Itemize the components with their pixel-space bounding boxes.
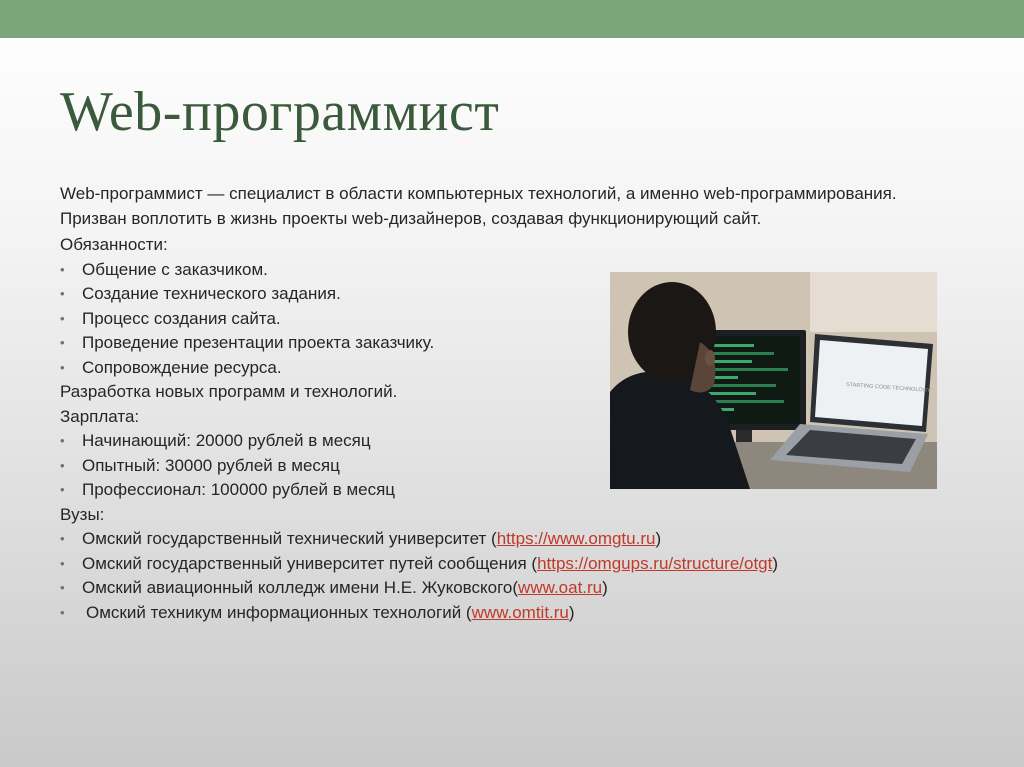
university-item bbox=[60, 601, 980, 626]
university-item bbox=[60, 552, 980, 577]
development-line: Разработка новых программ и технологий. bbox=[60, 382, 398, 401]
university-link[interactable]: https://www.omgtu.ru bbox=[496, 529, 656, 548]
university-item bbox=[60, 576, 980, 601]
university-name: Омский авиационный колледж имени Н.Е. Жуковского( bbox=[82, 578, 519, 597]
slide-title: Web-программист bbox=[60, 81, 500, 143]
intro-paragraph: Web-программист — специалист в области компьютерных технологий, а именно web-программирования. Призван воплотить в жизнь проекты web-дизайнеров, создавая функционирующий сайт. bbox=[60, 184, 897, 228]
universities-heading: Вузы: bbox=[60, 504, 105, 524]
university-suffix: ) bbox=[602, 578, 608, 597]
programmer-photo bbox=[610, 272, 937, 489]
university-name: Омский государственный технический университет ( bbox=[82, 529, 497, 548]
list-item: • Создание технического задания. bbox=[60, 282, 980, 307]
list-item: • Общение с заказчиком. bbox=[60, 258, 980, 283]
university-suffix: ) bbox=[655, 529, 662, 548]
laptop-screen-text: STARTING CODE TECHNOLOGY bbox=[845, 382, 931, 394]
university-suffix: ) bbox=[568, 602, 575, 622]
top-accent-bar bbox=[0, 0, 1024, 38]
university-name: Омский государственный университет путей сообщения ( bbox=[82, 553, 538, 573]
university-link[interactable]: www.omtit.ru bbox=[471, 602, 569, 622]
duties-heading: Обязанности: bbox=[60, 235, 168, 254]
salary-heading: Зарплата: bbox=[60, 406, 140, 426]
list-item: • Проведение презентации проекта заказчику. bbox=[60, 331, 980, 356]
universities-list bbox=[60, 527, 980, 625]
university-link[interactable]: https://omgups.ru/structure/otgt bbox=[537, 553, 773, 573]
list-item: • Профессионал: 100000 рублей в месяц bbox=[60, 478, 980, 503]
photo-window-light bbox=[810, 272, 937, 332]
university-link[interactable]: www.oat.ru bbox=[518, 578, 603, 597]
list-item: • Начинающий: 20000 рублей в месяц bbox=[60, 429, 980, 454]
list-item: • Опытный: 30000 рублей в месяц bbox=[60, 454, 980, 479]
university-name: Омский техникум информационных технологий ( bbox=[86, 602, 472, 622]
list-item: • Процесс создания сайта. bbox=[60, 307, 980, 332]
programmer-photo-illustration bbox=[610, 272, 937, 489]
list-item: • Сопровождение ресурса. bbox=[60, 356, 980, 381]
university-item bbox=[60, 527, 980, 552]
university-suffix: ) bbox=[772, 553, 779, 573]
